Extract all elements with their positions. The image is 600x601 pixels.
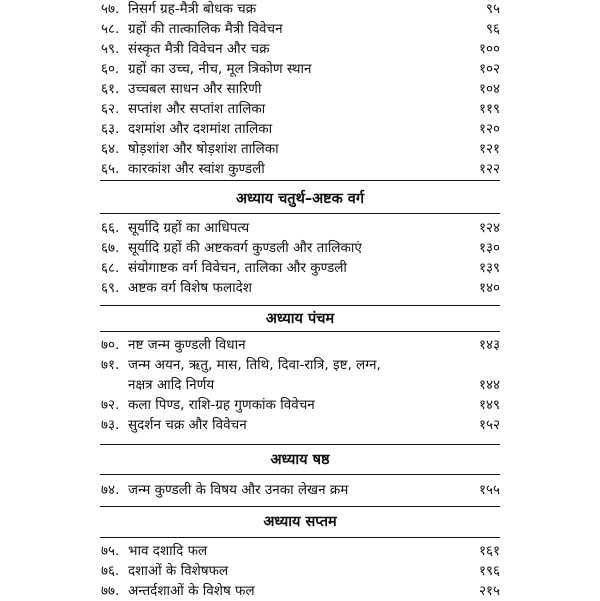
entry-title: नष्ट जन्म कुण्डली विधान bbox=[128, 337, 246, 353]
chapter-heading: अध्याय चतुर्थ–अष्टक वर्ग bbox=[235, 191, 365, 207]
entry-page: १०४ bbox=[478, 81, 500, 97]
entry-number: ६७. bbox=[101, 240, 120, 256]
chapter-heading: अध्याय पंचम bbox=[265, 311, 335, 327]
toc-row bbox=[0, 218, 600, 238]
entry-title: कला पिण्ड, राशि-ग्रह गुणकांक विवेचन bbox=[128, 397, 315, 413]
entry-title: जन्म अयन, ऋतु, मास, तिथि, दिवा-रात्रि, इष्ट, लग्न, bbox=[128, 357, 381, 373]
entry-page: १२२ bbox=[478, 161, 500, 177]
entry-number: ६२. bbox=[101, 101, 120, 117]
entry-number: ७१. bbox=[101, 357, 120, 373]
chapter-heading: अध्याय सप्तम bbox=[263, 514, 337, 530]
divider bbox=[100, 180, 500, 181]
entry-title: सूर्यादि ग्रहों का आधिपत्य bbox=[128, 220, 250, 236]
entry-number: ६५. bbox=[101, 161, 120, 177]
divider bbox=[100, 506, 500, 507]
toc-row bbox=[0, 278, 600, 298]
entry-number: ६६. bbox=[101, 220, 120, 236]
entry-number: ७२. bbox=[101, 397, 120, 413]
entry-number: ७०. bbox=[101, 337, 120, 353]
entry-title: ग्रहों की तात्कालिक मैत्री विवेचन bbox=[128, 21, 283, 37]
toc-row bbox=[0, 59, 600, 79]
entry-title: अष्टक वर्ग विशेष फलादेश bbox=[128, 280, 252, 296]
divider bbox=[100, 537, 500, 538]
divider bbox=[100, 305, 500, 306]
toc-row bbox=[0, 480, 600, 500]
entry-number: ६८. bbox=[101, 260, 120, 276]
entry-page: १४९ bbox=[478, 397, 500, 413]
toc-row bbox=[0, 99, 600, 119]
entry-page: १२० bbox=[478, 121, 500, 137]
toc-row bbox=[0, 19, 600, 39]
entry-number: ७४. bbox=[101, 482, 120, 498]
entry-number: ६०. bbox=[101, 61, 120, 77]
toc-row bbox=[0, 355, 600, 395]
toc-row bbox=[0, 79, 600, 99]
entry-page: १५५ bbox=[478, 482, 500, 498]
divider bbox=[100, 444, 500, 445]
entry-title: अन्तर्दशाओं के विशेष फल bbox=[128, 583, 255, 599]
entry-title: ग्रहों का उच्च, नीच, मूल त्रिकोण स्थान bbox=[128, 61, 312, 77]
toc-row bbox=[0, 39, 600, 59]
entry-page: १४३ bbox=[478, 337, 500, 353]
entry-title: उच्चबल साधन और सारिणी bbox=[128, 81, 262, 97]
entry-title: निसर्ग ग्रह-मैत्री बोधक चक्र bbox=[128, 1, 257, 17]
entry-title: संयोगाष्टक वर्ग विवेचन, तालिका और कुण्डली bbox=[128, 260, 347, 276]
entry-title: कारकांश और स्वांश कुण्डली bbox=[128, 161, 265, 177]
entry-page: १६१ bbox=[478, 543, 500, 559]
toc-block-chapter7 bbox=[0, 541, 600, 601]
toc-block-chapter4 bbox=[0, 218, 600, 298]
entry-title: दशाओं के विशेषफल bbox=[128, 563, 229, 579]
entry-title: सुदर्शन चक्र और विवेचन bbox=[128, 417, 247, 433]
toc-row bbox=[0, 238, 600, 258]
toc-block-chapter6 bbox=[0, 480, 600, 500]
entry-number: ७५. bbox=[101, 543, 120, 559]
toc-row bbox=[0, 415, 600, 435]
toc-row bbox=[0, 159, 600, 179]
entry-page: १०० bbox=[478, 41, 500, 57]
entry-number: ६९. bbox=[101, 280, 120, 296]
entry-page: २१५ bbox=[478, 583, 500, 599]
toc-row bbox=[0, 258, 600, 278]
entry-number: ७३. bbox=[101, 417, 120, 433]
entry-page: ९५ bbox=[485, 1, 500, 17]
entry-page: १४० bbox=[478, 280, 500, 296]
entry-number: ७६. bbox=[101, 563, 120, 579]
entry-page: १२१ bbox=[478, 141, 500, 157]
entry-title: सप्तांश और सप्तांश तालिका bbox=[128, 101, 266, 117]
divider bbox=[100, 331, 500, 332]
entry-page: १९६ bbox=[478, 563, 500, 579]
entry-title: सूर्यादि ग्रहों की अष्टकवर्ग कुण्डली और तालिकाएं bbox=[128, 240, 362, 256]
entry-title: दशमांश और दशमांश तालिका bbox=[128, 121, 273, 137]
entry-number: ५८. bbox=[101, 21, 120, 37]
chapter-heading: अध्याय षष्ठ bbox=[270, 452, 330, 468]
entry-page: १०२ bbox=[478, 61, 500, 77]
toc-row bbox=[0, 395, 600, 415]
toc-row bbox=[0, 139, 600, 159]
toc-row bbox=[0, 581, 600, 601]
entry-page: १५२ bbox=[478, 417, 500, 433]
entry-title: भाव दशादि फल bbox=[128, 543, 208, 559]
entry-number: ५९. bbox=[101, 41, 120, 57]
entry-number: ६३. bbox=[101, 121, 120, 137]
toc-row bbox=[0, 335, 600, 355]
entry-page: १४४ bbox=[478, 377, 500, 393]
entry-title: संस्कृत मैत्री विवेचन और चक्र bbox=[128, 41, 270, 57]
entry-title: जन्म कुण्डली के विषय और उनका लेखन क्रम bbox=[128, 482, 349, 498]
entry-number: ५७. bbox=[101, 1, 120, 17]
entry-number: ६१. bbox=[101, 81, 120, 97]
entry-page: १३० bbox=[478, 240, 500, 256]
toc-row bbox=[0, 541, 600, 561]
entry-number: ६४. bbox=[101, 141, 120, 157]
toc-block-chapter5 bbox=[0, 335, 600, 435]
entry-page: १३९ bbox=[478, 260, 500, 276]
entry-page: ९६ bbox=[485, 21, 500, 37]
toc-block-1 bbox=[0, 0, 600, 179]
entry-page: १२४ bbox=[478, 220, 500, 236]
toc-row bbox=[0, 0, 600, 19]
entry-title-continued: नक्षत्र आदि निर्णय bbox=[128, 377, 215, 393]
toc-row bbox=[0, 119, 600, 139]
divider bbox=[100, 213, 500, 214]
entry-number: ७७. bbox=[101, 583, 120, 599]
divider bbox=[100, 474, 500, 475]
entry-title: षोड़शांश और षोड़शांश तालिका bbox=[128, 141, 279, 157]
toc-row bbox=[0, 561, 600, 581]
entry-page: ११९ bbox=[478, 101, 500, 117]
